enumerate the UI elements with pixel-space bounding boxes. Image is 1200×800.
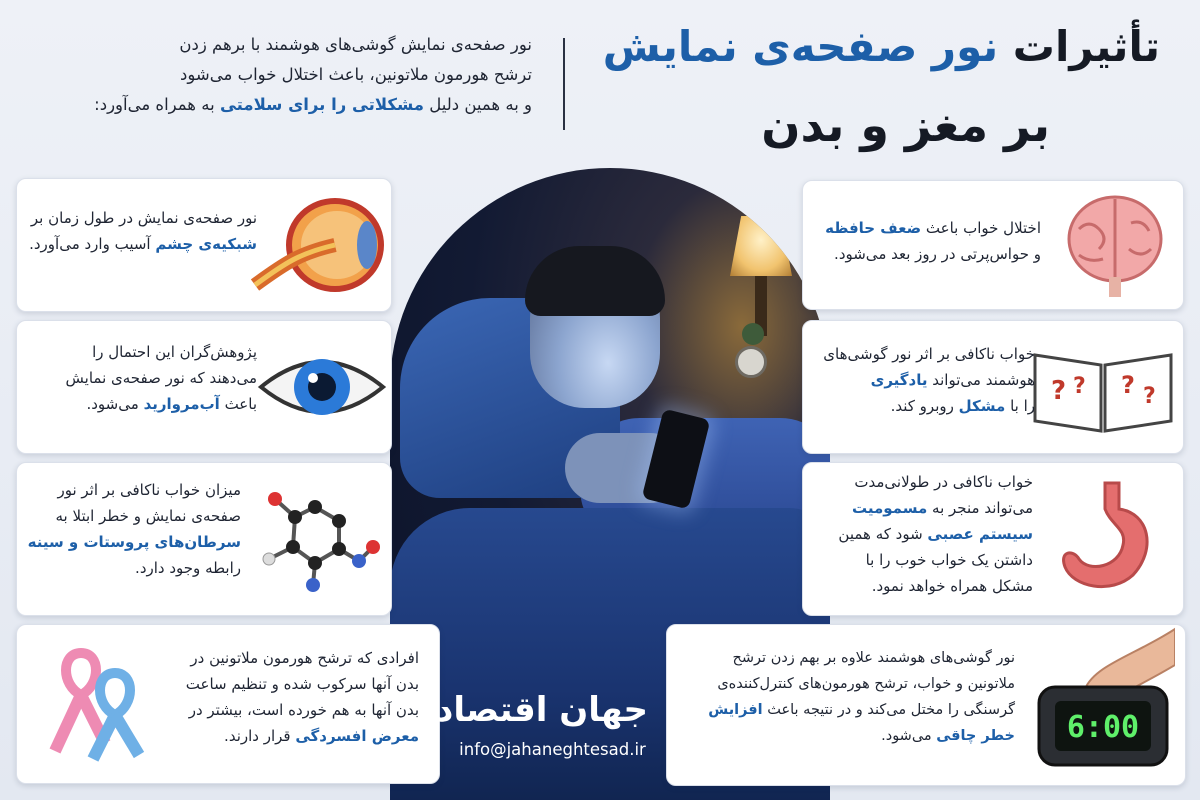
card-line: نور صفحه‌ی نمایش در طول زمان بر: [30, 209, 257, 227]
card-text-part: اختلال خواب باعث: [921, 219, 1041, 237]
eye-retina-icon: [245, 193, 385, 299]
card-text-part: گرسنگی را مختل می‌کند و در نتیجه باعث: [762, 702, 1015, 718]
card-line: [811, 495, 1033, 521]
card-line: ملاتونین و خواب، ترشح هورمون‌های کنترل‌کننده‌ی: [717, 676, 1015, 692]
card-nervous-system: [802, 462, 1184, 616]
intro-line: نور صفحه‌ی نمایش گوشی‌های هوشمند با برهم زدن: [179, 35, 532, 54]
card-line: صفحه‌ی نمایش و خطر ابتلا به: [55, 507, 241, 525]
card-line: [813, 393, 1035, 419]
card-line: [27, 391, 257, 417]
card-depression: [16, 624, 440, 784]
svg-text:?: ?: [1051, 376, 1067, 406]
svg-text:?: ?: [1143, 384, 1156, 409]
stomach-icon: [1049, 479, 1169, 597]
header-divider: [563, 38, 565, 130]
card-highlight: مشکل: [958, 397, 1006, 415]
card-text: [27, 477, 241, 581]
card-highlight: آب‌مروارید: [143, 395, 220, 413]
svg-text:?: ?: [1073, 374, 1086, 399]
awareness-ribbons-icon: [43, 643, 153, 763]
page-title-line2: بر مغز و بدن: [761, 98, 1050, 152]
card-text-part: را با: [1005, 397, 1035, 415]
lamp-shade: [730, 216, 792, 276]
card-line: [27, 231, 257, 257]
card-line: بدن آنها به هم خورده است، بیشتر در: [188, 701, 419, 719]
card-text-part: روبرو کند.: [890, 397, 959, 415]
card-text: [675, 645, 1015, 749]
card-text-part: آسیب وارد می‌آورد.: [29, 235, 156, 253]
card-line: نور گوشی‌های هوشمند علاوه بر بهم زدن ترشح: [732, 650, 1015, 666]
svg-text:?: ?: [1121, 371, 1135, 399]
card-memory: [802, 180, 1184, 310]
card-line: و حواس‌پرتی در روز بعد می‌شود.: [834, 245, 1041, 263]
molecule-icon: [255, 477, 385, 597]
card-line: [675, 723, 1015, 749]
card-highlight: خطر چاقی: [936, 728, 1015, 744]
blue-eye-icon: [257, 347, 387, 427]
card-line: [811, 521, 1033, 547]
card-text: [27, 339, 257, 417]
card-highlight: سرطان‌های پروستات و سینه: [27, 533, 241, 551]
clock-time: 6:00: [1066, 710, 1140, 745]
card-text: [151, 645, 419, 749]
card-highlight: معرض افسردگی: [295, 727, 419, 745]
card-text-part: شود که همین: [838, 525, 928, 543]
card-line: خواب ناکافی در طولانی‌مدت: [854, 473, 1033, 491]
card-line: بدن آنها سرکوب شده و تنظیم ساعت: [185, 675, 419, 693]
intro-line: ترشح هورمون ملاتونین، باعث اختلال خواب می‌شود: [180, 65, 532, 84]
card-text: [27, 205, 257, 257]
intro-text-part: و به همین دلیل: [423, 95, 532, 114]
card-highlight: سیستم عصبی: [927, 525, 1033, 543]
alarm-clock-icon: [1025, 625, 1175, 775]
card-line: افرادی که ترشح هورمون ملاتونین در: [190, 649, 419, 667]
card-highlight: شبکیه‌ی چشم: [155, 235, 257, 253]
open-book-question-icon: [1029, 341, 1177, 437]
card-line: خواب ناکافی بر اثر نور گوشی‌های: [823, 345, 1035, 363]
intro-line: [32, 90, 532, 120]
card-cancer: [16, 462, 392, 616]
card-text-part: می‌تواند منجر به: [927, 499, 1033, 517]
title-part1: تأثیرات: [998, 22, 1160, 71]
card-text-part: هوشمند می‌تواند: [927, 371, 1035, 389]
card-text-part: می‌شود.: [881, 728, 937, 744]
card-obesity: [666, 624, 1186, 786]
card-line: [813, 215, 1041, 241]
page-title: [603, 22, 1160, 71]
card-text: [811, 469, 1033, 599]
brand-email[interactable]: info@jahaneghtesad.ir: [459, 740, 646, 759]
intro-text-part: به همراه می‌آورد:: [94, 95, 220, 114]
card-text: [813, 341, 1035, 419]
card-highlight: یادگیری: [870, 371, 928, 389]
person-hair: [525, 246, 665, 316]
card-line: [813, 367, 1035, 393]
intro-highlight: مشکلاتی را برای سلامتی: [219, 95, 424, 114]
card-line: [675, 697, 1015, 723]
card-line: می‌دهند که نور صفحه‌ی نمایش: [65, 369, 257, 387]
brain-icon: [1059, 189, 1171, 301]
card-line: میزان خواب ناکافی بر اثر نور: [57, 481, 241, 499]
title-highlight: نور صفحه‌ی نمایش: [602, 22, 999, 71]
plant: [742, 323, 764, 345]
card-retina: [16, 178, 392, 312]
card-highlight: افزایش: [708, 702, 763, 718]
intro-text: [32, 30, 532, 120]
card-text-part: باعث: [219, 395, 257, 413]
card-line: [151, 723, 419, 749]
card-line: مشکل همراه خواهد نمود.: [871, 577, 1033, 595]
card-highlight: مسمومیت: [851, 499, 928, 517]
card-line: رابطه وجود دارد.: [135, 559, 241, 577]
card-text: [813, 215, 1041, 267]
card-text-part: می‌شود.: [86, 395, 144, 413]
card-line: پژوهش‌گران این احتمال را: [92, 343, 257, 361]
bedside-clock: [735, 346, 767, 378]
brand-logo: جهان اقتصاد: [435, 690, 648, 730]
card-text-part: قرار دارند.: [224, 727, 296, 745]
card-learning: [802, 320, 1184, 454]
card-line: داشتن یک خواب خوب را با: [865, 551, 1033, 569]
card-highlight: ضعف حافظه: [825, 219, 922, 237]
card-cataract: [16, 320, 392, 454]
